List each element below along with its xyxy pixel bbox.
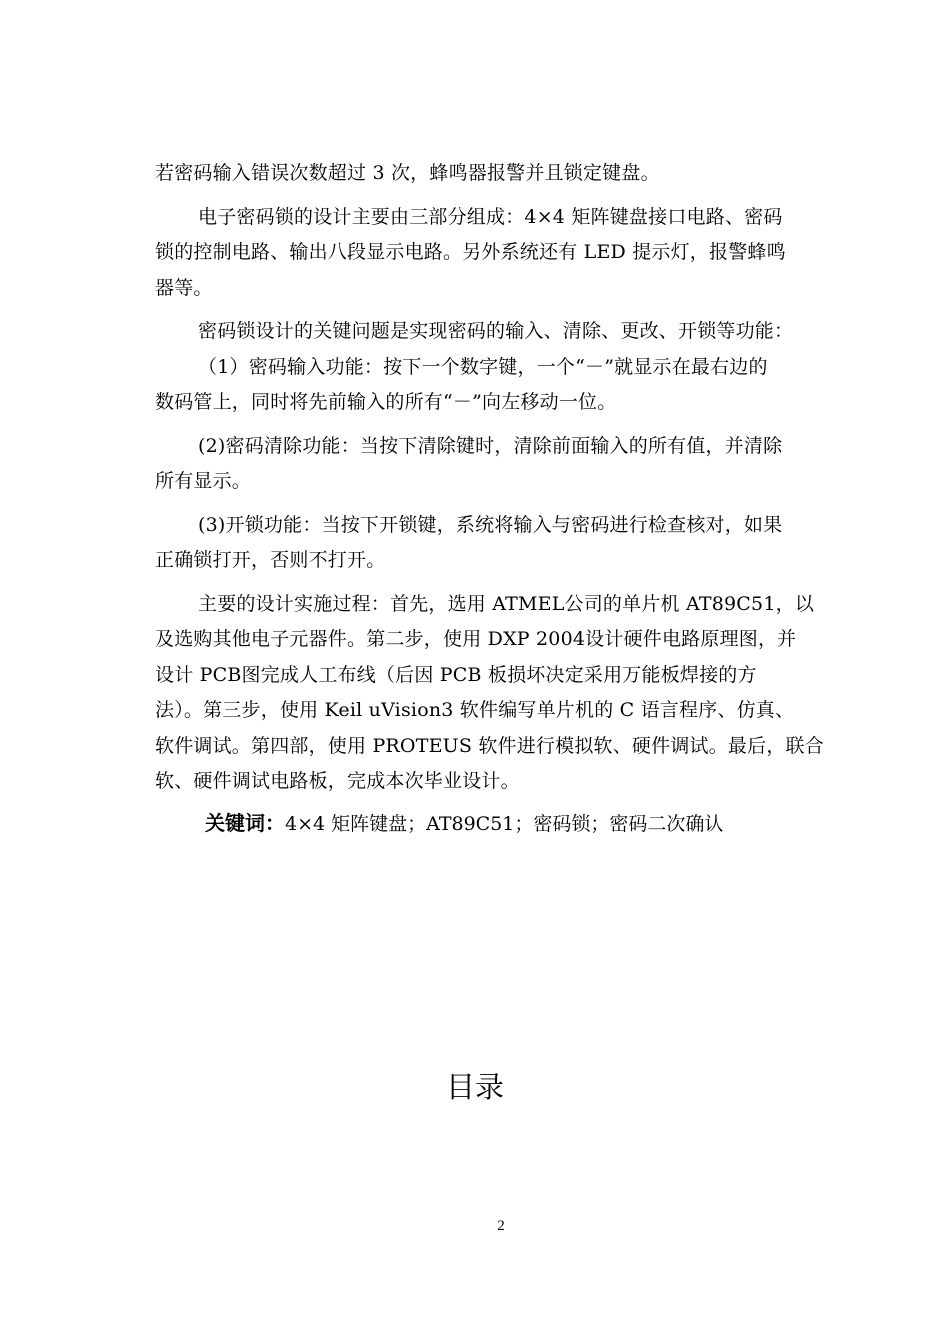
keywords-label: 关键词：	[205, 810, 285, 835]
text-line: 锁的控制电路、输出八段显示电路。另外系统还有 LED 提示灯，报警蜂鸣	[155, 241, 786, 263]
paragraph-clear-function	[155, 429, 855, 500]
paragraph-continuation	[155, 156, 855, 192]
text-line: 所有显示。	[155, 470, 252, 492]
keywords-text: 4×4 矩阵键盘；AT89C51；密码锁；密码二次确认	[285, 812, 724, 835]
text-line: 器等。	[155, 276, 213, 299]
text-line: 及选购其他电子元器件。第二步，使用 DXP 2004设计硬件电路原理图，并	[155, 628, 797, 650]
paragraph-key-issues	[155, 314, 855, 350]
text-line: 软件调试。第四部，使用 PROTEUS 软件进行模拟软、硬件调试。最后，联合	[155, 734, 824, 757]
keywords	[155, 804, 855, 842]
text-line: 若密码输入错误次数超过 3 次，蜂鸣器报警并且锁定键盘。	[155, 162, 660, 184]
abstract-body	[155, 156, 855, 842]
text-line: 主要的设计实施过程：首先，选用 ATMEL公司的单片机 AT89C51，以	[198, 592, 815, 615]
text-line: 正确锁打开，否则不打开。	[155, 549, 386, 571]
paragraph-unlock-function	[155, 508, 855, 579]
text-line: (3)开锁功能：当按下开锁键，系统将输入与密码进行检查核对，如果	[198, 513, 783, 536]
text-line: (2)密码清除功能：当按下清除键时，清除前面输入的所有值，并清除	[198, 434, 783, 457]
paragraph-input-function	[155, 350, 855, 421]
text-line: 法）。第三步，使用 Keil uVision3 软件编写单片机的 C 语言程序、仿真、	[155, 699, 795, 721]
text-line: 软、硬件调试电路板，完成本次毕业设计。	[155, 770, 520, 792]
text-line: 电子密码锁的设计主要由三部分组成：4×4 矩阵键盘接口电路、密码	[198, 205, 783, 228]
paragraph-components	[155, 200, 855, 307]
paragraph-implementation	[155, 587, 855, 800]
text-line: 数码管上，同时将先前输入的所有“－”向左移动一位。	[155, 391, 617, 413]
text-line: 密码锁设计的关键问题是实现密码的输入、清除、更改、开锁等功能：	[198, 320, 794, 342]
toc-heading: 目录	[445, 1070, 504, 1104]
page-number: 2	[497, 1218, 505, 1234]
text-line: 设计 PCB图完成人工布线（后因 PCB 板损坏决定采用万能板焊接的方	[155, 663, 757, 686]
text-line: （1）密码输入功能：按下一个数字键，一个“－”就显示在最右边的	[198, 355, 768, 378]
